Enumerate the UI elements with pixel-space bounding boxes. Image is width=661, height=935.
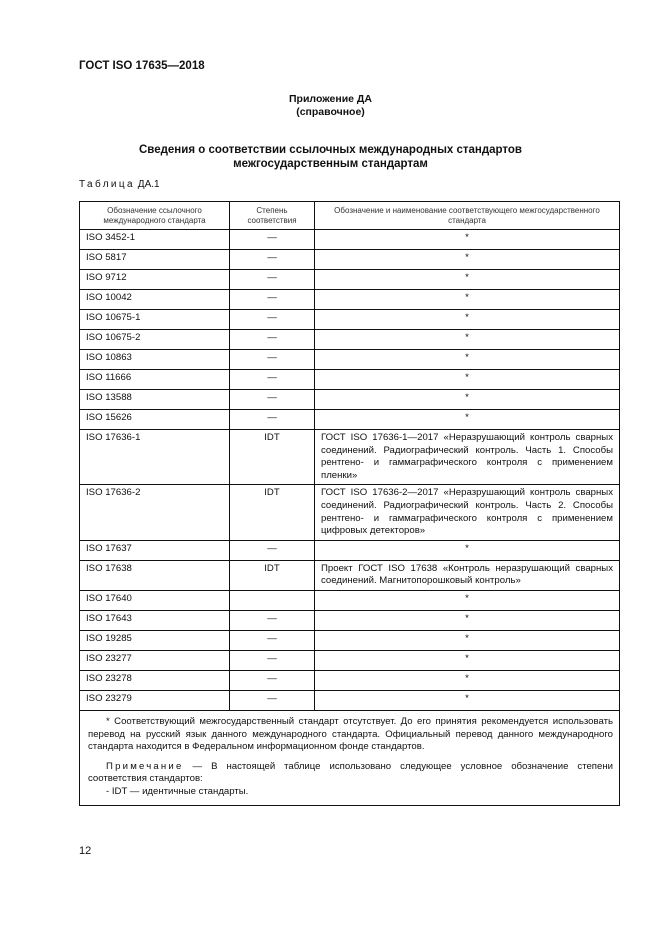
table-row (80, 310, 620, 330)
table-row (80, 590, 620, 610)
header-cell-standard: Обозначение ссылочного международного стандарта (80, 202, 230, 230)
degree-cell: — (230, 690, 315, 710)
description-cell: * (315, 370, 620, 390)
standard-cell: ISO 10042 (80, 290, 230, 310)
standard-cell: ISO 11666 (80, 370, 230, 390)
degree-cell: — (230, 270, 315, 290)
degree-cell: IDT (230, 560, 315, 590)
description-cell: * (315, 670, 620, 690)
page-number: 12 (79, 845, 92, 857)
table-row (80, 390, 620, 410)
standard-cell: ISO 10675-2 (80, 330, 230, 350)
table-row (80, 690, 620, 710)
degree-cell: — (230, 540, 315, 560)
correspondence-table (79, 201, 620, 806)
degree-cell: — (230, 410, 315, 430)
description-cell: * (315, 650, 620, 670)
description-cell: * (315, 390, 620, 410)
table-header-row (80, 202, 620, 230)
section-heading (0, 143, 661, 171)
degree-cell: — (230, 330, 315, 350)
description-cell: * (315, 350, 620, 370)
degree-cell: IDT (230, 485, 315, 540)
notes-row (80, 710, 620, 805)
degree-cell: — (230, 390, 315, 410)
header-cell-degree: Степень соответствия (230, 202, 315, 230)
degree-cell: — (230, 230, 315, 250)
degree-cell: — (230, 610, 315, 630)
standard-cell: ISO 10863 (80, 350, 230, 370)
description-cell: * (315, 590, 620, 610)
description-cell: * (315, 290, 620, 310)
degree-cell: — (230, 670, 315, 690)
description-cell: * (315, 270, 620, 290)
description-cell: * (315, 540, 620, 560)
description-cell: * (315, 630, 620, 650)
table-row (80, 540, 620, 560)
standard-cell: ISO 17637 (80, 540, 230, 560)
standard-cell: ISO 3452-1 (80, 230, 230, 250)
table-row (80, 370, 620, 390)
degree-cell: — (230, 310, 315, 330)
description-cell: * (315, 690, 620, 710)
standard-cell: ISO 10675-1 (80, 310, 230, 330)
note (88, 761, 613, 786)
degree-cell: — (230, 350, 315, 370)
annex-title: Приложение ДА (289, 93, 372, 105)
description-cell: * (315, 310, 620, 330)
note-label: Примечание (106, 760, 184, 772)
standard-cell: ISO 17636-2 (80, 485, 230, 540)
table-row (80, 670, 620, 690)
heading-line-2: межгосударственным стандартам (233, 158, 428, 170)
table-row (80, 560, 620, 590)
description-cell: Проект ГОСТ ISO 17638 «Контроль неразрушающий сварных соединений. Магнитопорошковый контроль» (315, 560, 620, 590)
standard-cell: ISO 17638 (80, 560, 230, 590)
table-row (80, 485, 620, 540)
table-row (80, 250, 620, 270)
degree-cell: — (230, 370, 315, 390)
table-caption-id: ДА.1 (137, 179, 160, 190)
table-row (80, 330, 620, 350)
table-caption (79, 179, 160, 190)
note-item: - IDT — идентичные стандарты. (106, 785, 249, 797)
footnote: * Соответствующий межгосударственный стандарт отсутствует. До его принятия рекомендуется использовать перевод на русский язык данного международного стандарта. Официальный перевод данного международного стандарта находится в Федеральном информационном фонде стандартов. (88, 715, 613, 753)
description-cell: ГОСТ ISO 17636-2—2017 «Неразрушающий контроль сварных соединений. Радиографический контроль. Часть 2. Способы рентгено- и гаммаграфического контроля с применением цифровых детекторов» (315, 485, 620, 540)
heading-line-1: Сведения о соответствии ссылочных международных стандартов (138, 144, 522, 156)
standard-cell: ISO 17643 (80, 610, 230, 630)
standard-cell: ISO 5817 (80, 250, 230, 270)
notes-cell (80, 710, 620, 805)
standard-cell: ISO 23278 (80, 670, 230, 690)
description-cell: * (315, 410, 620, 430)
annex-type: (справочное) (296, 106, 365, 118)
header-cell-description: Обозначение и наименование соответствующего межгосударственного стандарта (315, 202, 620, 230)
standard-cell: ISO 13588 (80, 390, 230, 410)
description-cell: * (315, 610, 620, 630)
degree-cell: IDT (230, 430, 315, 485)
description-cell: ГОСТ ISO 17636-1—2017 «Неразрушающий контроль сварных соединений. Радиографический контроль. Часть 1. Способы рентгено- и гаммаграфического контроля с применением пленки» (315, 430, 620, 485)
standard-cell: ISO 17636-1 (80, 430, 230, 485)
degree-cell: — (230, 650, 315, 670)
table-row (80, 630, 620, 650)
degree-cell: — (230, 630, 315, 650)
standard-cell: ISO 9712 (80, 270, 230, 290)
description-cell: * (315, 230, 620, 250)
standard-cell: ISO 15626 (80, 410, 230, 430)
standard-cell: ISO 23277 (80, 650, 230, 670)
degree-cell: — (230, 250, 315, 270)
degree-cell: — (230, 290, 315, 310)
note-text: — В настоящей таблице использовано следующее условное обозначение степени соответствия стандартов: (88, 760, 613, 785)
table-caption-word: Таблица (79, 179, 136, 190)
table-row (80, 430, 620, 485)
annex-block (0, 93, 661, 119)
description-cell: * (315, 250, 620, 270)
table-row (80, 290, 620, 310)
table-row (80, 410, 620, 430)
table-row (80, 350, 620, 370)
description-cell: * (315, 330, 620, 350)
standard-cell: ISO 19285 (80, 630, 230, 650)
table-row (80, 650, 620, 670)
document-code: ГОСТ ISO 17635—2018 (79, 60, 205, 72)
table-row (80, 230, 620, 250)
table-row (80, 270, 620, 290)
degree-cell (230, 590, 315, 610)
standard-cell: ISO 23279 (80, 690, 230, 710)
standard-cell: ISO 17640 (80, 590, 230, 610)
table-row (80, 610, 620, 630)
